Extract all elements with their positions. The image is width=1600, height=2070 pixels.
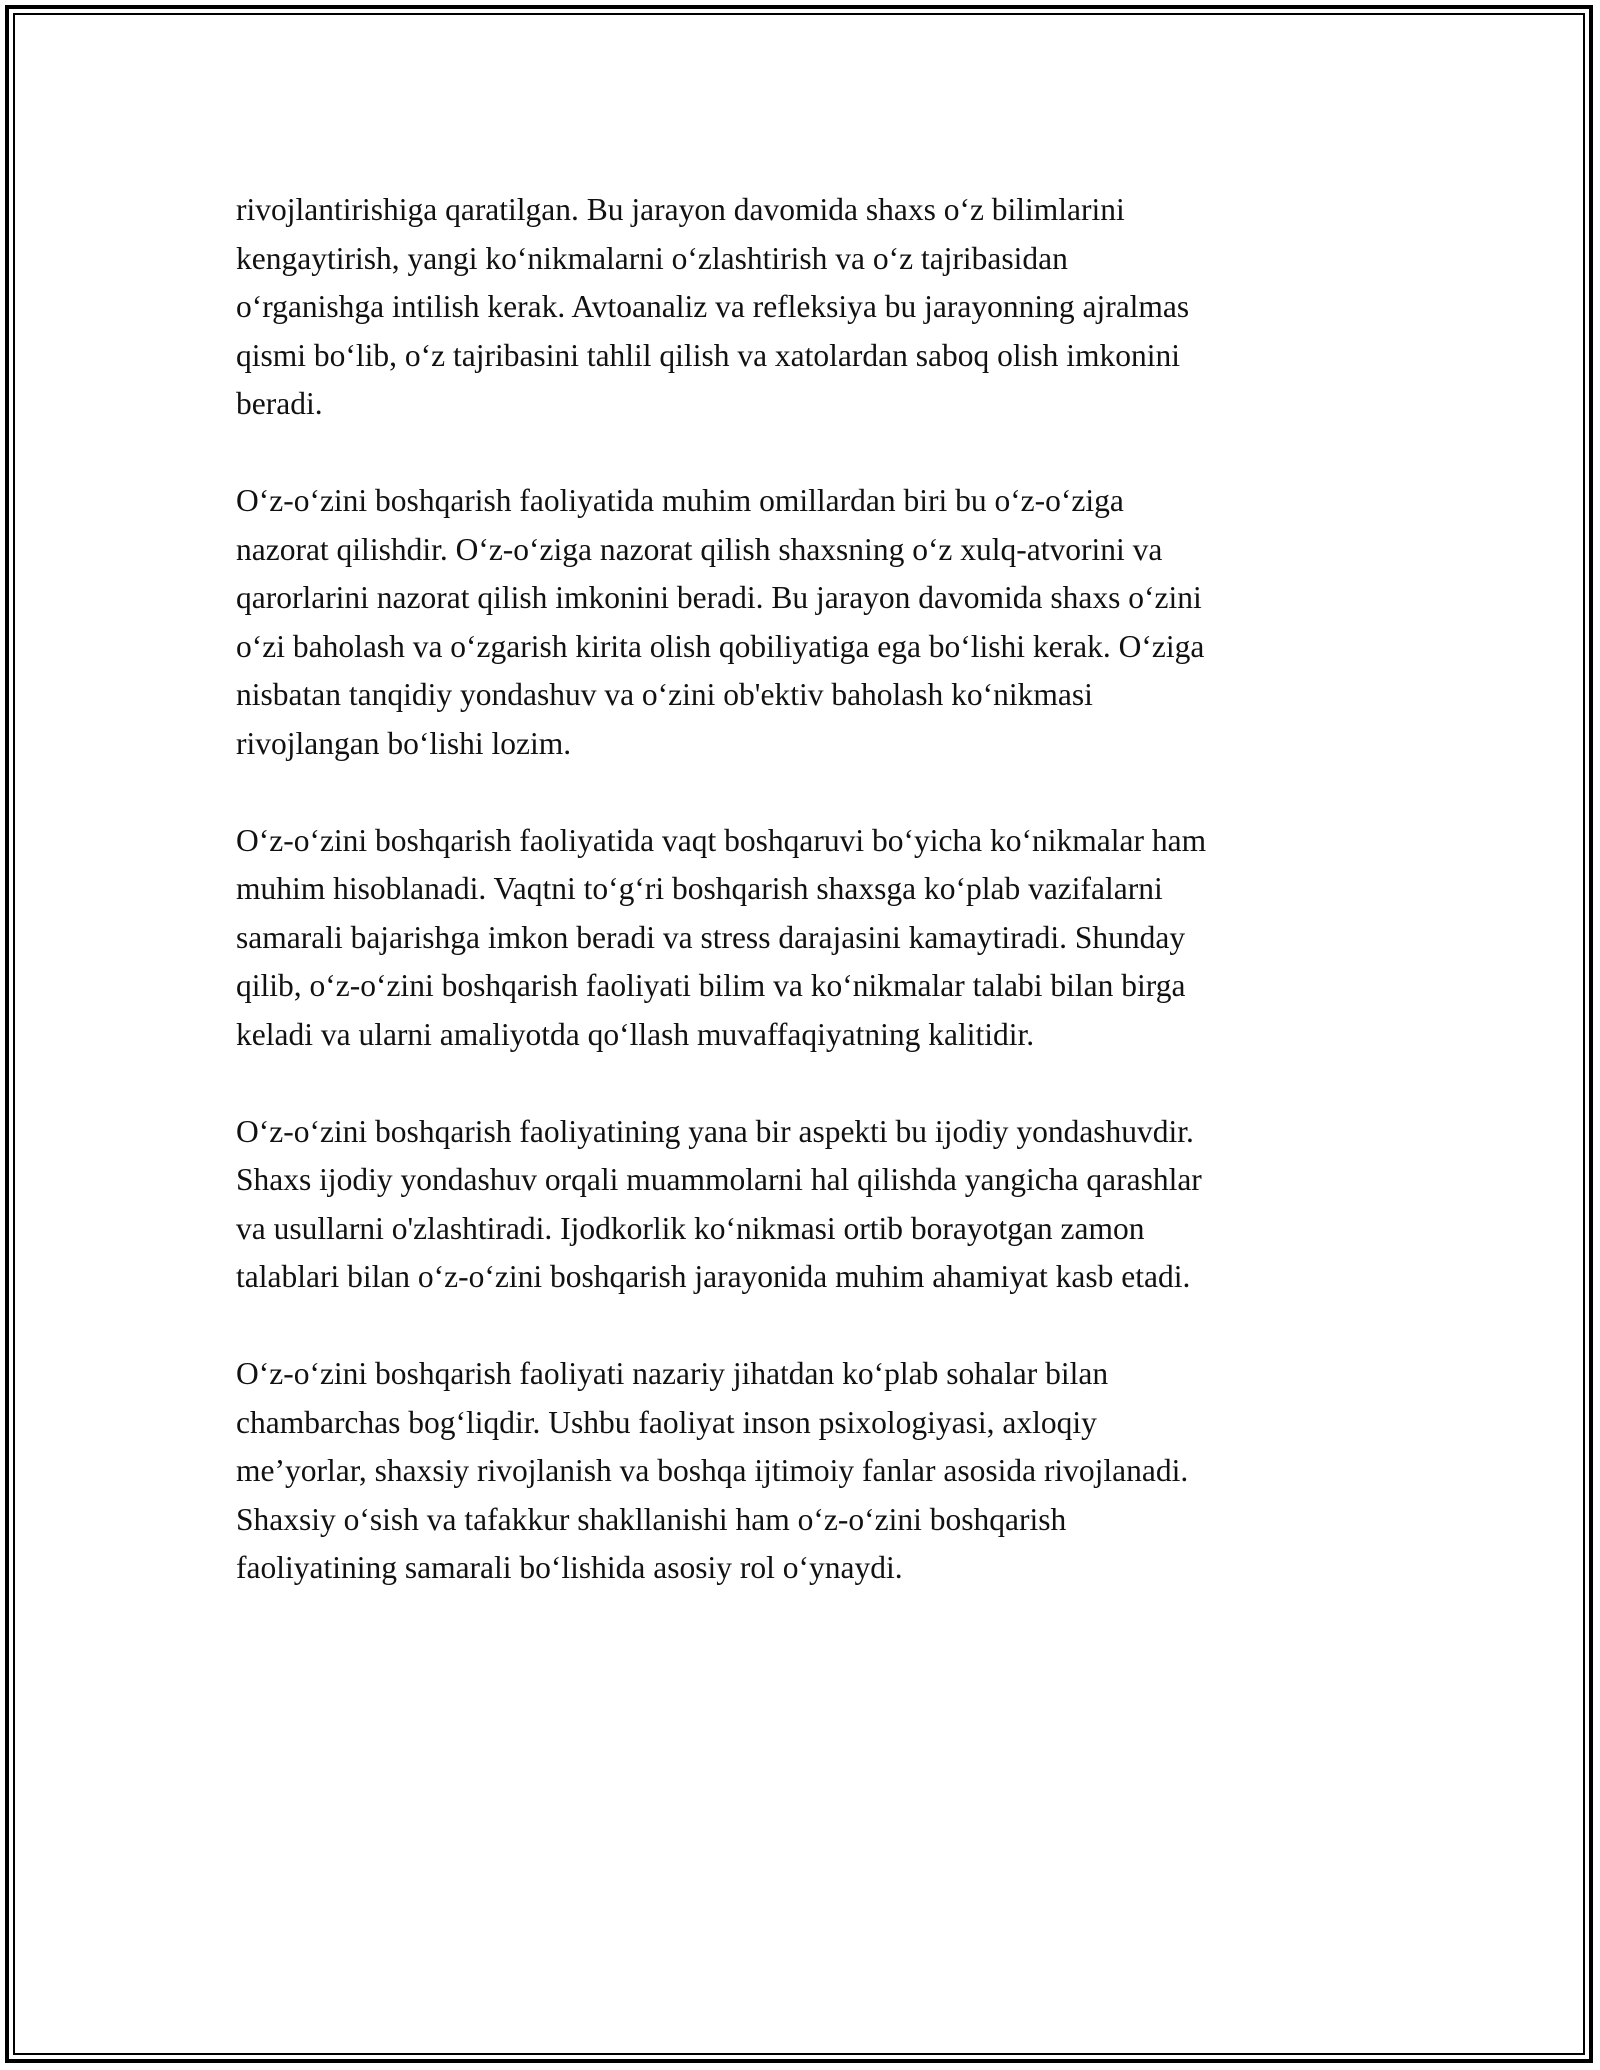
text-line: talablari bilan o‘z-o‘zini boshqarish jarayonida muhim ahamiyat kasb etadi.: [236, 1259, 1191, 1294]
paragraph-1: [236, 186, 1376, 429]
text-line: rivojlangan bo‘lishi lozim.: [236, 725, 572, 761]
text-line: qilib, o‘z-o‘zini boshqarish faoliyati bilim va ko‘nikmalar talabi bilan birga: [236, 968, 1186, 1003]
paragraph-2: [236, 477, 1376, 768]
text-line: va usullarni o'zlashtiradi. Ijodkorlik ko‘nikmasi ortib borayotgan zamon: [236, 1210, 1145, 1246]
text-line: qismi bo‘lib, o‘z tajribasini tahlil qilish va xatolardan saboq olish imkonini: [236, 337, 1181, 373]
text-line: Shaxs ijodiy yondashuv orqali muammolarni hal qilishda yangicha qarashlar: [236, 1162, 1202, 1197]
document-body: [236, 186, 1376, 1641]
text-line: keladi va ularni amaliyotda qo‘llash muvaffaqiyatning kalitidir.: [236, 1016, 1035, 1052]
text-line: faoliyatining samarali bo‘lishida asosiy rol o‘ynaydi.: [236, 1550, 903, 1585]
text-line: beradi.: [236, 386, 323, 421]
text-line: me’yorlar, shaxsiy rivojlanish va boshqa ijtimoiy fanlar asosida rivojlanadi.: [236, 1453, 1189, 1488]
text-line: kengaytirish, yangi ko‘nikmalarni o‘zlashtirish va o‘z tajribasidan: [236, 240, 1068, 276]
text-line: qarorlarini nazorat qilish imkonini beradi. Bu jarayon davomida shaxs o‘zini: [236, 580, 1202, 615]
text-line: rivojlantirishiga qaratilgan. Bu jarayon davomida shaxs o‘z bilimlarini: [236, 192, 1125, 227]
text-line: O‘z-o‘zini boshqarish faoliyatida muhim omillardan biri bu o‘z-o‘ziga: [236, 483, 1124, 518]
text-line: O‘z-o‘zini boshqarish faoliyati nazariy jihatdan ko‘plab sohalar bilan: [236, 1356, 1109, 1391]
text-line: chambarchas bog‘liqdir. Ushbu faoliyat inson psixologiyasi, axloqiy: [236, 1404, 1097, 1440]
text-line: O‘z-o‘zini boshqarish faoliyatida vaqt boshqaruvi bo‘yicha ko‘nikmalar ham: [236, 822, 1207, 858]
text-line: nisbatan tanqidiy yondashuv va o‘zini ob'ektiv baholash ko‘nikmasi: [236, 677, 1093, 712]
text-line: O‘z-o‘zini boshqarish faoliyatining yana bir aspekti bu ijodiy yondashuvdir.: [236, 1113, 1194, 1149]
text-line: o‘rganishga intilish kerak. Avtoanaliz va refleksiya bu jarayonning ajralmas: [236, 289, 1190, 324]
paragraph-5: [236, 1350, 1376, 1593]
text-line: samarali bajarishga imkon beradi va stress darajasini kamaytiradi. Shunday: [236, 919, 1186, 955]
text-line: Shaxsiy o‘sish va tafakkur shakllanishi ham o‘z-o‘zini boshqarish: [236, 1501, 1067, 1537]
paragraph-4: [236, 1108, 1376, 1302]
text-line: o‘zi baholash va o‘zgarish kirita olish qobiliyatiga ega bo‘lishi kerak. O‘ziga: [236, 628, 1205, 664]
text-line: nazorat qilishdir. O‘z-o‘ziga nazorat qilish shaxsning o‘z xulq-atvorini va: [236, 531, 1163, 567]
text-line: muhim hisoblanadi. Vaqtni to‘g‘ri boshqarish shaxsga ko‘plab vazifalarni: [236, 871, 1163, 906]
paragraph-3: [236, 817, 1376, 1060]
